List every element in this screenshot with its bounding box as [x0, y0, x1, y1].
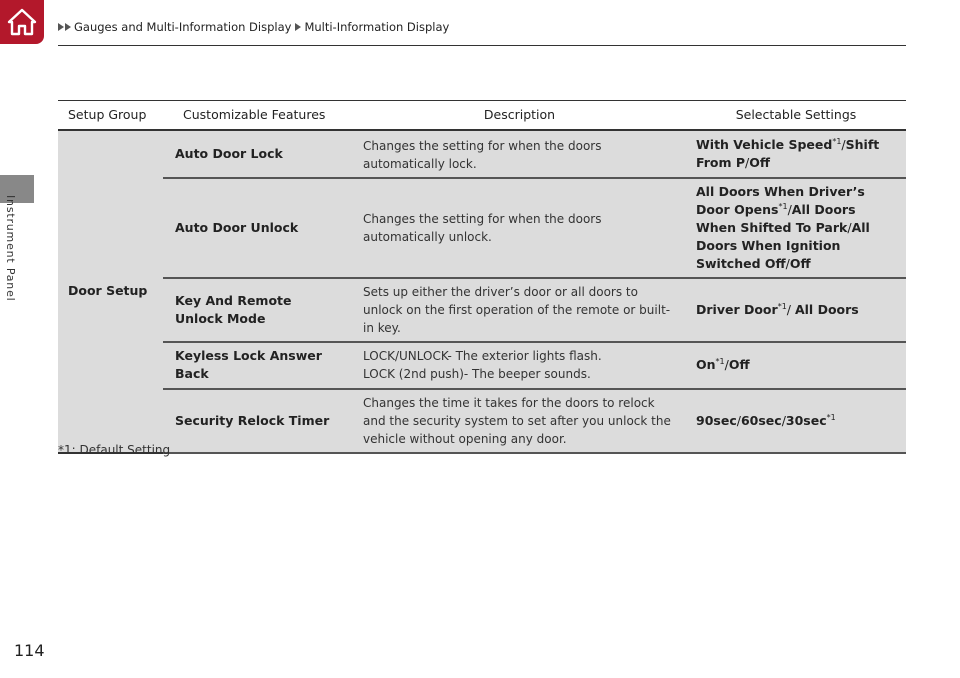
feature-cell: Key And Remote Unlock Mode: [163, 278, 353, 342]
settings-cell: $90\sec/60\sec/30\sec^{*1}$: [686, 389, 906, 453]
header-divider: [58, 45, 906, 46]
feature-cell: Security Relock Timer: [163, 389, 353, 453]
feature-cell: Auto Door Unlock: [163, 178, 353, 278]
section-label: Instrument Panel: [4, 195, 17, 302]
settings-cell: On$^{*1}$/Off: [686, 342, 906, 389]
description-cell: Changes the setting for when the doors automatically lock.: [353, 130, 686, 178]
description-line: LOCK (2nd push)- The beeper sounds.: [363, 367, 591, 381]
description-cell: [353, 342, 686, 389]
feature-cell: Keyless Lock Answer Back: [163, 342, 353, 389]
table-row: [58, 278, 906, 342]
description-cell: Sets up either the driver’s door or all doors to unlock on the first operation of the remote or built-in key.: [353, 278, 686, 342]
column-header: Selectable Settings: [686, 101, 906, 130]
settings-cell: With Vehicle Speed$^{*1}$/Shift From P/Off: [686, 130, 906, 178]
description-cell: Changes the time it takes for the doors to relock and the security system to set after you unlock the vehicle without opening any door.: [353, 389, 686, 453]
home-icon: [6, 7, 38, 37]
table-row: [58, 178, 906, 278]
setup-group-cell: Door Setup: [58, 130, 163, 453]
description-line: LOCK/UNLOCK- The exterior lights flash.: [363, 349, 602, 363]
table-header-row: [58, 101, 906, 130]
breadcrumb-arrow-icon: [295, 23, 301, 31]
home-button[interactable]: [0, 0, 44, 44]
settings-table: [58, 100, 906, 454]
breadcrumb-arrow-icon: [65, 23, 71, 31]
table-row: [58, 342, 906, 389]
column-header: Setup Group: [58, 101, 163, 130]
table-row: [58, 389, 906, 453]
settings-cell: All Doors When Driver’s Door Opens$^{*1}$/All Doors When Shifted To Park/All Doors When Ignition Switched Off/Off: [686, 178, 906, 278]
table-row: [58, 130, 906, 178]
column-header: Customizable Features: [163, 101, 353, 130]
breadcrumb-link-gauges[interactable]: Gauges and Multi-Information Display: [74, 20, 292, 34]
breadcrumb-arrow-icon: [58, 23, 64, 31]
breadcrumb-link-mid[interactable]: Multi-Information Display: [304, 20, 450, 34]
footnote: *1: Default Setting: [58, 443, 171, 457]
description-cell: Changes the setting for when the doors automatically unlock.: [353, 178, 686, 278]
settings-cell: Driver Door$^{*1}$/ All Doors: [686, 278, 906, 342]
page-number: 114: [14, 641, 45, 660]
column-header: Description: [353, 101, 686, 130]
feature-cell: Auto Door Lock: [163, 130, 353, 178]
breadcrumb: [58, 20, 449, 34]
